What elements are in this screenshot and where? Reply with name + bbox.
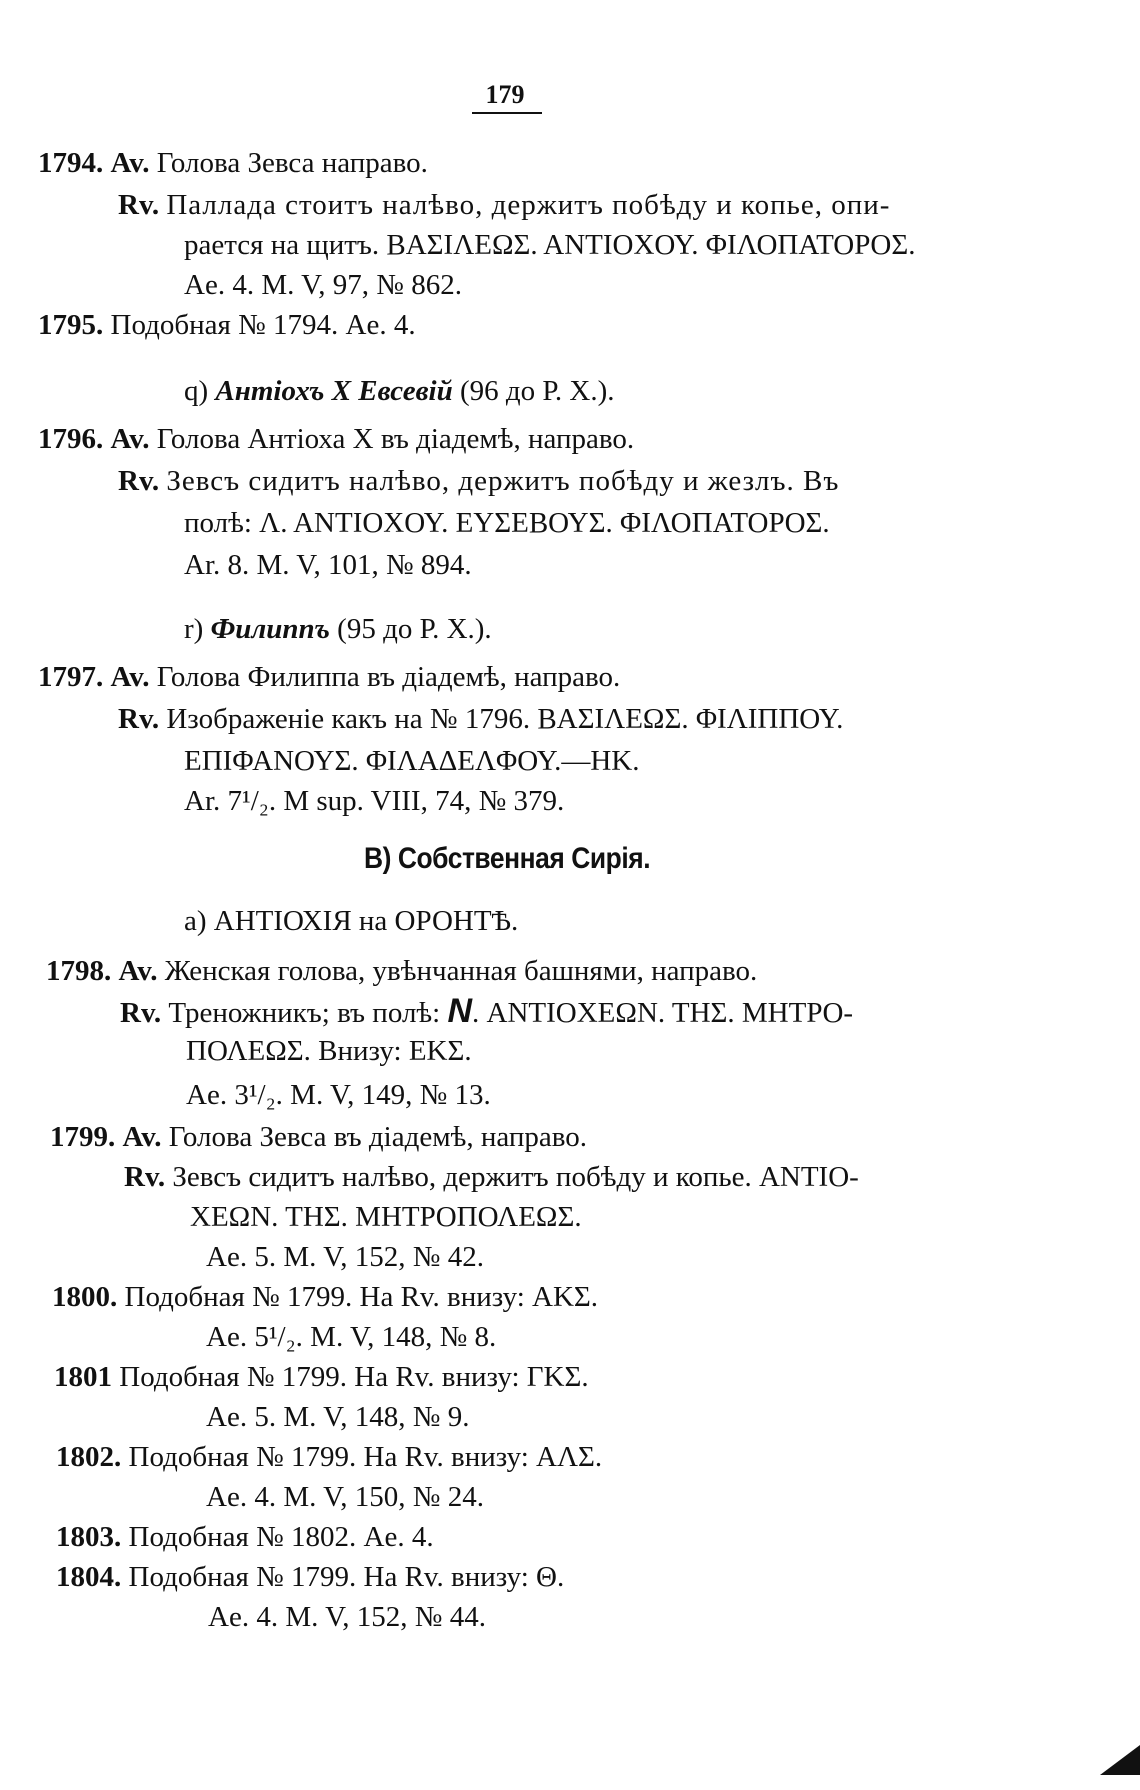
monogram-mark: N: [447, 992, 473, 1030]
section-heading-q: [184, 374, 614, 408]
entry-1796-obverse: [38, 422, 634, 456]
section-letter: a): [184, 905, 207, 937]
entry-text: Голова Зевса направо.: [156, 147, 428, 179]
side-label: Rv.: [118, 465, 160, 497]
entry-number: 1804.: [56, 1561, 122, 1593]
section-letter: q): [184, 375, 209, 407]
ruler-date: (95 до Р. Х.).: [337, 613, 492, 645]
entry-1794-reference: Ae. 4. M. V, 97, № 862.: [184, 269, 462, 301]
side-label: Rv.: [118, 189, 160, 221]
entry-1794-legend: рается на щитъ. ΒΑΣΙΛΕΩΣ. ΑΝΤΙΟΧΟΥ. ΦΙΛΟΠΑΤΟΡΟΣ.: [184, 229, 916, 261]
entry-text: Зевсъ сидитъ налѣво, держитъ побѣду и жезлъ. Въ: [166, 465, 840, 497]
entry-text: . ΑΝΤΙΟΧΕΩΝ. ΤΗΣ. ΜΗΤΡΟ-: [472, 997, 854, 1029]
entry-1800-reference: Ae. 5¹/₂. M. V, 148, № 8.: [206, 1321, 497, 1353]
entry-text: Голова Антіоха X въ діадемѣ, направо.: [156, 423, 635, 455]
entry-1798-obverse: [46, 954, 757, 988]
entry-text: Зевсъ сидитъ налѣво, держитъ побѣду и копье. ΑΝΤΙΟ-: [172, 1161, 859, 1193]
entry-1802-reference: Ae. 4. M. V, 150, № 24.: [206, 1481, 484, 1513]
entry-text: Подобная № 1799. На Rv. внизу: ΓΚΣ.: [119, 1361, 589, 1393]
entry-1797-reverse: [118, 702, 843, 736]
entry-1802: [56, 1440, 602, 1474]
entry-text: Изображеніе какъ на № 1796. ΒΑΣΙΛΕΩΣ. ΦΙΛΙΠΠΟΥ.: [166, 703, 844, 735]
subsection-heading-a: [184, 904, 518, 938]
entry-1796-reverse: [118, 464, 839, 498]
entry-1801-reference: Ae. 5. M. V, 148, № 9.: [206, 1401, 470, 1433]
entry-1801: [54, 1360, 589, 1394]
entry-1797-reference: Ar. 7¹/₂. M sup. VIII, 74, № 379.: [184, 785, 565, 817]
entry-1799-obverse: [50, 1120, 587, 1154]
entry-1794-reverse: [118, 188, 890, 222]
entry-text: Паллада стоитъ налѣво, держитъ побѣду и копье, опи-: [166, 189, 891, 221]
page-number: 179: [485, 80, 525, 109]
section-letter: r): [184, 613, 204, 645]
city-name: АНТІОХІЯ на ОРОНТѢ.: [213, 905, 519, 937]
entry-1799-reference: Ae. 5. M. V, 152, № 42.: [206, 1241, 484, 1273]
entry-number: 1800.: [52, 1281, 118, 1313]
entry-1800: [52, 1280, 598, 1314]
entry-1796-legend: полѣ: Λ. ΑΝΤΙΟΧΟΥ. ΕΥΣΕΒΟΥΣ. ΦΙΛΟΠΑΤΟΡΟΣ.: [184, 507, 830, 539]
side-label: Av.: [110, 423, 150, 455]
entry-1799-legend: ΧΕΩΝ. ΤΗΣ. ΜΗΤΡΟΠΟΛΕΩΣ.: [190, 1201, 582, 1233]
entry-text-before: Треножникъ; въ полѣ:: [168, 997, 441, 1029]
side-label: Rv.: [118, 703, 160, 735]
entry-text: Голова Зевса въ діадемѣ, направо.: [168, 1121, 587, 1153]
entry-text: Подобная № 1799. На Rv. внизу: Θ.: [128, 1561, 565, 1593]
entry-1804: [56, 1560, 564, 1594]
entry-number: 1798.: [46, 955, 112, 987]
side-label: Rv.: [124, 1161, 166, 1193]
entry-text: Голова Филиппа въ діадемѣ, направо.: [156, 661, 621, 693]
entry-1794-obverse: [38, 146, 428, 180]
side-label: Rv.: [120, 997, 162, 1029]
page-corner-mark: [1100, 1745, 1140, 1775]
entry-number: 1801: [54, 1361, 112, 1393]
entry-number: 1797.: [38, 661, 104, 693]
section-heading-b: В) Собственная Сирія.: [364, 842, 651, 875]
entry-1798-reverse: [120, 994, 853, 1030]
entry-1795: [38, 308, 416, 342]
entry-1797-legend: ΕΠΙΦΑΝΟΥΣ. ΦΙΛΑΔΕΛΦΟΥ.—ΗΚ.: [184, 745, 640, 777]
entry-1803: [56, 1520, 434, 1554]
side-label: Av.: [110, 147, 150, 179]
side-label: Av.: [118, 955, 158, 987]
entry-text: Женская голова, увѣнчанная башнями, направо.: [164, 955, 758, 987]
entry-number: 1794.: [38, 147, 104, 179]
entry-1799-reverse: [124, 1160, 859, 1194]
entry-number: 1803.: [56, 1521, 122, 1553]
ruler-date: (96 до Р. Х.).: [459, 375, 615, 407]
side-label: Av.: [110, 661, 150, 693]
side-label: Av.: [122, 1121, 162, 1153]
entry-text: Подобная № 1799. На Rv. внизу: ΑΚΣ.: [124, 1281, 599, 1313]
entry-1796-reference: Ar. 8. M. V, 101, № 894.: [184, 549, 472, 581]
entry-text: Подобная № 1802. Ae. 4.: [128, 1521, 434, 1553]
ruler-name: Филиппъ: [210, 613, 330, 645]
entry-1797-obverse: [38, 660, 620, 694]
entry-number: 1795.: [38, 309, 104, 341]
entry-1798-legend: ΠΟΛΕΩΣ. Внизу: ΕΚΣ.: [186, 1035, 472, 1067]
entry-1804-reference: Ae. 4. M. V, 152, № 44.: [208, 1601, 486, 1633]
page-number-rule: [472, 112, 542, 114]
entry-text: Подобная № 1799. На Rv. внизу: ΑΛΣ.: [128, 1441, 603, 1473]
entry-number: 1799.: [50, 1121, 116, 1153]
entry-number: 1796.: [38, 423, 104, 455]
entry-1798-reference: Ae. 3¹/₂. M. V, 149, № 13.: [186, 1079, 491, 1111]
ruler-name: Антіохъ X Евсевій: [215, 375, 453, 407]
entry-number: 1802.: [56, 1441, 122, 1473]
section-heading-r: [184, 612, 492, 646]
entry-text: Подобная № 1794. Ae. 4.: [110, 309, 416, 341]
